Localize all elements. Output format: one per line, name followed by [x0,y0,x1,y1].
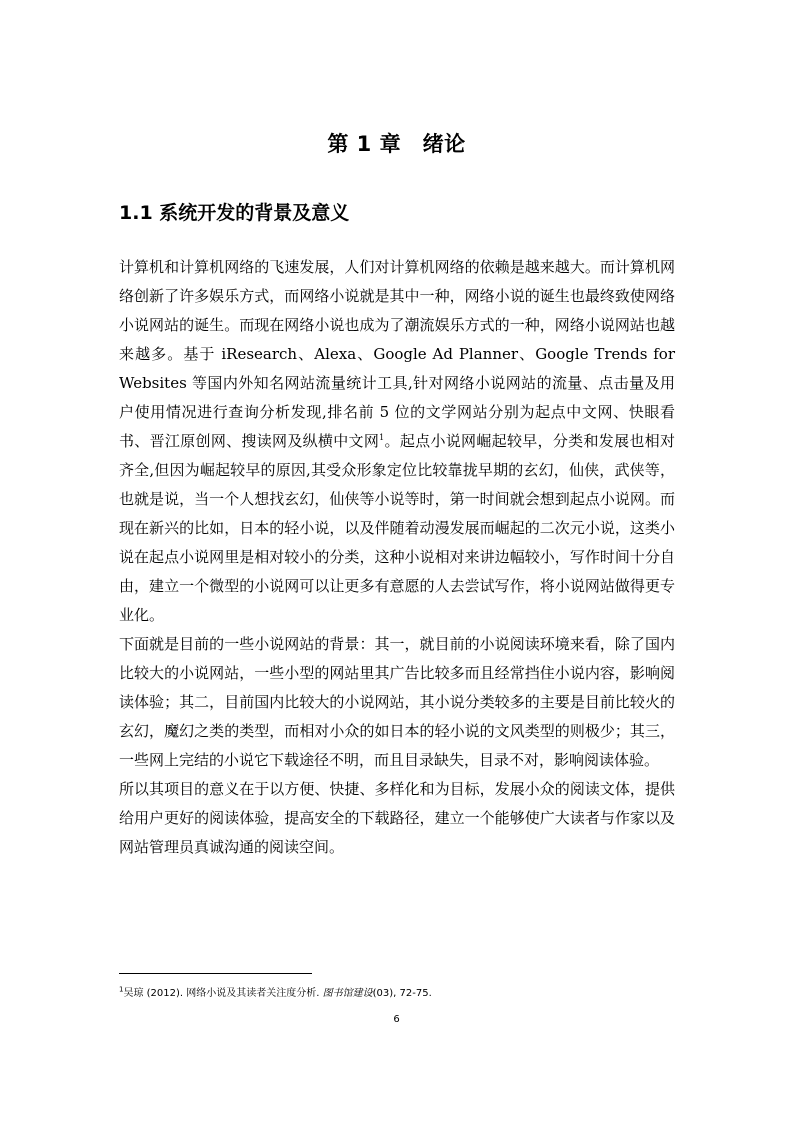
footnote-journal: 图书馆建设 [322,988,373,999]
footnote-citation: 吴琼 (2012). 网络小说及其读者关注度分析. [123,988,323,999]
footnote-number: 1 [119,985,124,994]
chapter-title: 第 1 章 绪论 [327,132,466,156]
page-number: 6 [393,1014,400,1025]
paragraph-2: 下面就是目前的一些小说网站的背景：其一，就目前的小说阅读环境来看，除了国内比较大的小说网站，一些小型的网站里其广告比较多而且经常挡住小说内容，影响阅读体验；其二，目前国内比较大的小说网站，其小说分类较多的主要是目前比较火的玄幻，魔幻之类的类型，而相对小众的如日本的轻小说的文风类型的则极少；其三，一些网上完结的小说它下载途径不明，而且目录缺失，目录不对，影响阅读体验。 [119,635,675,769]
section-title: 1.1 系统开发的背景及意义 [119,202,350,224]
footnote-separator [119,973,312,974]
body-text [119,253,675,862]
footnote-reference[interactable]: 1 [379,433,385,442]
footnote [119,986,432,1002]
paragraph-1-text-b: 。起点小说网崛起较早，分类和发展也相对齐全,但因为崛起较早的原因,其受众形象定位比较靠拢早期的玄幻，仙侠，武侠等，也就是说，当一个人想找玄幻，仙侠等小说等时，第一时间就会想到起点小说网。而现在新兴的比如，日本的轻小说，以及伴随着动漫发展而崛起的二次元小说，这类小说在起点小说网里是相对较小的分类，这种小说相对来讲边幅较小，写作时间十分自由，建立一个微型的小说网可以让更多有意愿的人去尝试写作，将小说网站做得更专业化。 [119,432,675,624]
paragraph-1-text-a: 计算机和计算机网络的飞速发展，人们对计算机网络的依赖是越来越大。而计算机网络创新了许多娱乐方式，而网络小说就是其中一种，网络小说的诞生也最终致使网络小说网站的诞生。而现在网络小说也成为了潮流娱乐方式的一种，网络小说网站也越来越多。基于 iResearch、Alexa、Google Ad Planner、Google Trends for Websites 等国内外知名网站流量统计工具,针对网络小说网站的流量、点击量及用户使用情况进行查询分析发现,排名前 5 位的文学网站分别为起点中文网、快眼看书、晋江原创网、搜读网及纵横中文网 [119,258,675,450]
paragraph-3: 所以其项目的意义在于以方便、快捷、多样化和为目标，发展小众的阅读文体，提供给用户更好的阅读体验，提高安全的下载路径，建立一个能够使广大读者与作家以及网站管理员真诚沟通的阅读空间。 [119,780,675,856]
paragraph-1 [119,253,675,630]
footnote-pages: (03), 72-75. [372,988,432,999]
